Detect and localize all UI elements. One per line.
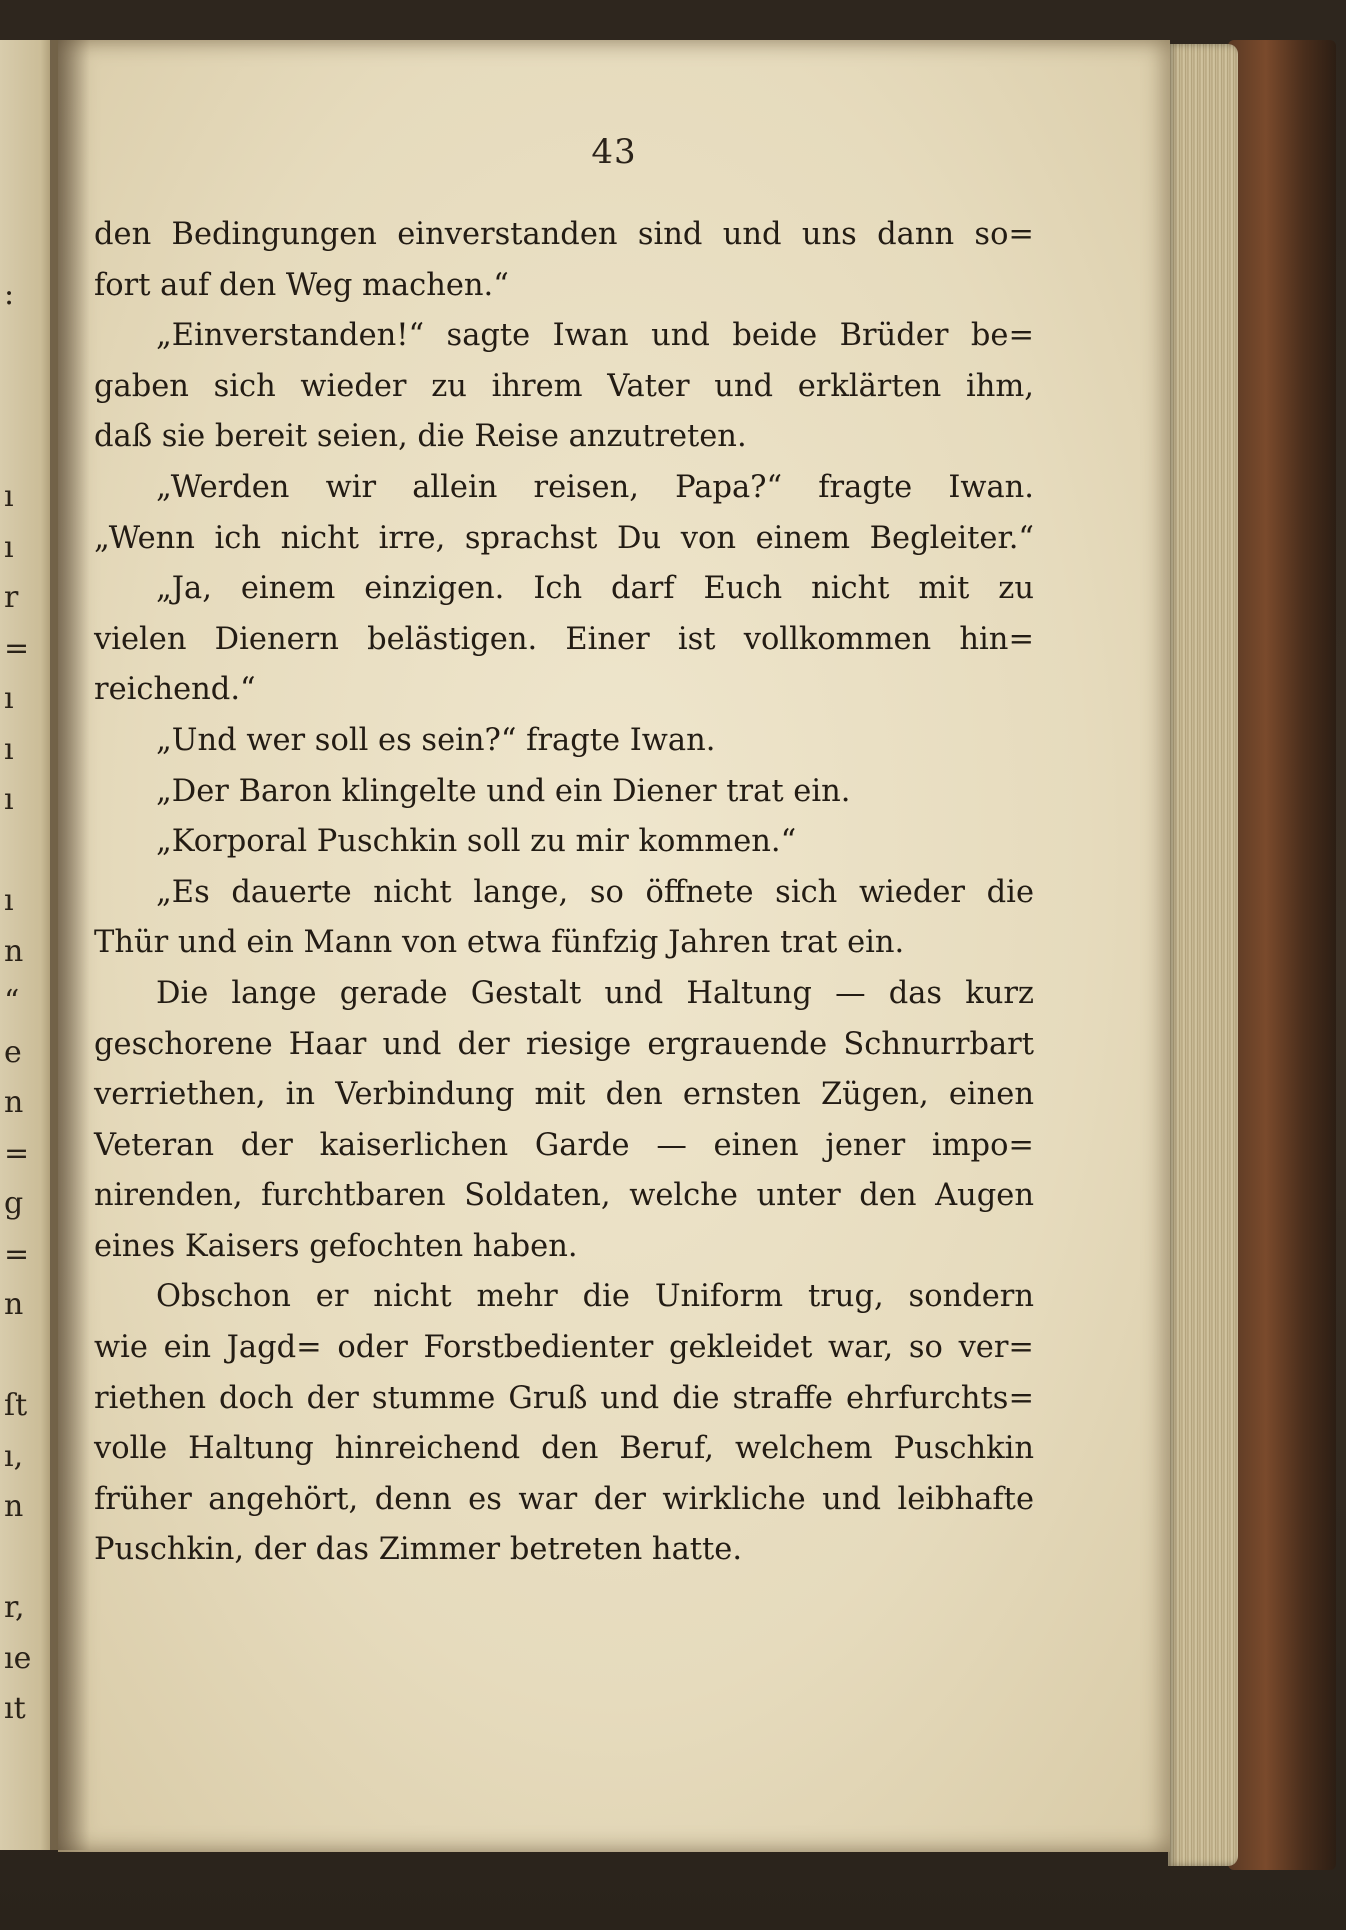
text-line: geschorene Haar und der riesige ergrauende Schnurrbart (94, 1026, 1034, 1062)
text-line: „Korporal Puschkin soll zu mir kommen.“ (156, 824, 797, 860)
left-page-text-fragments (4, 270, 52, 1735)
left-page-glyph: ı (4, 731, 14, 767)
book-page (58, 40, 1170, 1852)
left-page-glyph: r, (4, 1590, 25, 1625)
left-page-glyph: “ (4, 984, 20, 1019)
left-page-glyph: g (4, 1186, 24, 1221)
text-line: volle Haltung hinreichend den Beruf, welchem Puschkin (94, 1431, 1034, 1467)
text-line: gaben sich wieder zu ihrem Vater und erklärten ihm, (94, 368, 1034, 404)
text-line: Thür und ein Mann von etwa fünfzig Jahren trat ein. (94, 925, 905, 961)
left-page-glyph: n (4, 1489, 24, 1524)
left-page-glyph: ſt (4, 1388, 28, 1423)
left-page-glyph: : (4, 277, 15, 312)
text-line: „Wenn ich nicht irre, sprachst Du von einem Begleiter.“ (94, 520, 1034, 556)
left-page-glyph: = (4, 1135, 30, 1171)
left-page-glyph: ı (4, 883, 14, 918)
text-line: fort auf den Weg machen.“ (94, 267, 509, 303)
left-page-glyph: ı (4, 681, 14, 716)
page-number: 43 (591, 132, 637, 172)
left-page-glyph: n (4, 1287, 24, 1322)
text-line: reichend.“ (94, 672, 256, 708)
left-page-glyph: = (4, 630, 30, 666)
text-line: den Bedingungen einverstanden sind und uns dann so= (94, 217, 1034, 252)
left-page-glyph (4, 321, 52, 372)
text-line: Obschon er nicht mehr die Uniform trug, sondern (156, 1279, 1034, 1315)
left-page-glyph (4, 1331, 52, 1382)
left-page-glyph: e (4, 1034, 22, 1070)
text-line: eines Kaisers gefochten haben. (94, 1228, 578, 1264)
left-page-glyph: ı, (4, 1438, 24, 1474)
page-edges (1168, 44, 1238, 1866)
text-line: vielen Dienern belästigen. Einer ist vollkommen hin= (94, 621, 1034, 657)
text-line: früher angehört, denn es war der wirkliche und leibhafte (94, 1481, 1034, 1517)
left-page-glyph (4, 371, 52, 422)
text-line: „Werden wir allein reisen, Papa?“ fragte Iwan. (156, 469, 1034, 505)
left-page-glyph: n (4, 1085, 24, 1120)
text-line: daß sie bereit seien, die Reise anzutreten. (94, 419, 747, 455)
left-page-glyph (4, 1533, 52, 1584)
left-page-glyph: ıt (4, 1691, 26, 1726)
left-page-glyph: ı (4, 479, 14, 514)
text-line: „Und wer soll es sein?“ fragte Iwan. (156, 722, 716, 758)
left-page-glyph (4, 826, 52, 877)
left-page-glyph: ı (4, 782, 14, 817)
text-line: „Es dauerte nicht lange, so öffnete sich wieder die (156, 874, 1034, 910)
text-line: verriethen, in Verbindung mit den ernsten Zügen, einen (94, 1077, 1034, 1113)
text-line: Die lange gerade Gestalt und Haltung — das kurz (156, 975, 1034, 1011)
page-text (94, 210, 1034, 1576)
left-page-glyph: ıe (4, 1640, 32, 1676)
book-cover (1228, 40, 1336, 1870)
text-line: „Der Baron klingelte und ein Diener trat ein. (156, 773, 851, 809)
text-line: Veteran der kaiserlichen Garde — einen jener impo= (94, 1127, 1034, 1163)
text-line: wie ein Jagd= oder Forstbedienter gekleidet war, so ver= (94, 1330, 1034, 1366)
left-page-glyph (4, 422, 52, 473)
text-line: nirenden, furchtbaren Soldaten, welche unter den Augen (94, 1178, 1034, 1214)
text-line: Puschkin, der das Zimmer betreten hatte. (94, 1532, 743, 1568)
gutter-shadow (50, 40, 90, 1850)
left-page-glyph: ı (4, 529, 14, 565)
text-line: „Einverstanden!“ sagte Iwan und beide Brüder be= (156, 318, 1034, 354)
left-page-glyph: r (4, 580, 19, 615)
text-line: riethen doch der stumme Gruß und die straffe ehrfurchts= (94, 1380, 1034, 1416)
left-page-glyph: n (4, 933, 24, 969)
left-page-glyph: = (4, 1236, 30, 1272)
text-line: „Ja, einem einzigen. Ich darf Euch nicht mit zu (156, 571, 1034, 607)
